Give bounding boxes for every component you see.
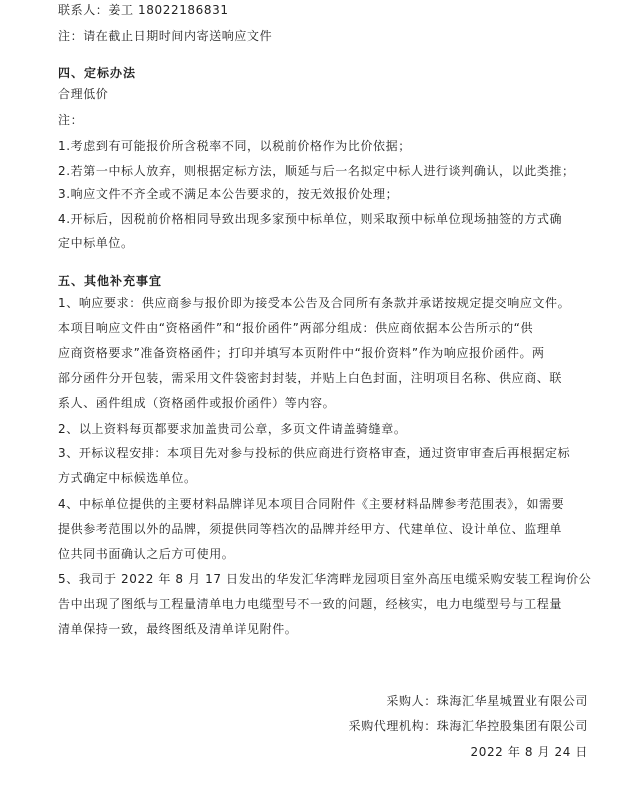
date-line: 2022 年 8 月 24 日 bbox=[470, 745, 588, 759]
section4-method: 合理低价 bbox=[58, 87, 109, 101]
section5-line: 部分函件分开包装，需采用文件袋密封封装，并贴上白色封面，注明项目名称、供应商、联 bbox=[58, 371, 563, 385]
section4-item: 1.考虑到有可能报价所含税率不同，以税前价格作为比价依据； bbox=[58, 139, 411, 153]
section4-item: 定中标单位。 bbox=[58, 236, 134, 250]
section5-line: 2、以上资料每页都要求加盖贵司公章，多页文件请盖骑缝章。 bbox=[58, 422, 407, 436]
section4-title: 四、定标办法 bbox=[58, 66, 137, 80]
section5-line: 系人、函件组成（资格函件或报价函件）等内容。 bbox=[58, 396, 336, 410]
section5-line: 告中出现了图纸与工程量清单电力电缆型号不一致的问题，经核实，电力电缆型号与工程量 bbox=[58, 597, 563, 611]
section5-line: 4、中标单位提供的主要材料品牌详见本项目合同附件《主要材料品牌参考范围表》，如需要 bbox=[58, 497, 565, 511]
contact-note: 注：请在截止日期时间内寄送响应文件 bbox=[58, 29, 273, 43]
section5-line: 5、我司于 2022 年 8 月 17 日发出的华发汇华湾畔龙园项目室外高压电缆采购安装工程询价公 bbox=[58, 572, 592, 586]
section5-line: 提供参考范围以外的品牌，须提供同等档次的品牌并经甲方、代建单位、设计单位、监理单 bbox=[58, 522, 563, 536]
section5-line: 方式确定中标候选单位。 bbox=[58, 471, 197, 485]
section5-line: 应商资格要求”准备资格函件；打印并填写本页附件中“报价资料”作为响应报价函件。两 bbox=[58, 346, 545, 360]
section4-item: 3.响应文件不齐全或不满足本公告要求的，按无效报价处理； bbox=[58, 187, 399, 201]
section4-item: 2.若第一中标人放弃，则根据定标方法，顺延与后一名拟定中标人进行谈判确认，以此类推； bbox=[58, 164, 575, 178]
section4-notes-label: 注： bbox=[58, 113, 84, 127]
contact-line: 联系人：姜工 18022186831 bbox=[58, 3, 229, 17]
section4-item: 4.开标后，因税前价格相同导致出现多家预中标单位，则采取预中标单位现场抽签的方式确 bbox=[58, 212, 563, 226]
section5-line: 1、响应要求：供应商参与报价即为接受本公告及合同所有条款并承诺按规定提交响应文件。 bbox=[58, 296, 571, 310]
section5-title: 五、其他补充事宜 bbox=[58, 274, 163, 288]
section5-line: 清单保持一致，最终图纸及清单详见附件。 bbox=[58, 622, 298, 636]
agent-line: 采购代理机构：珠海汇华控股集团有限公司 bbox=[348, 719, 588, 733]
section5-line: 本项目响应文件由“资格函件”和“报价函件”两部分组成：供应商依据本公告所示的“供 bbox=[58, 321, 534, 335]
purchaser-line: 采购人：珠海汇华星城置业有限公司 bbox=[386, 694, 588, 708]
section5-line: 3、开标议程安排：本项目先对参与投标的供应商进行资格审查，通过资审审查后再根据定标 bbox=[58, 446, 571, 460]
section5-line: 位共同书面确认之后方可使用。 bbox=[58, 547, 235, 561]
